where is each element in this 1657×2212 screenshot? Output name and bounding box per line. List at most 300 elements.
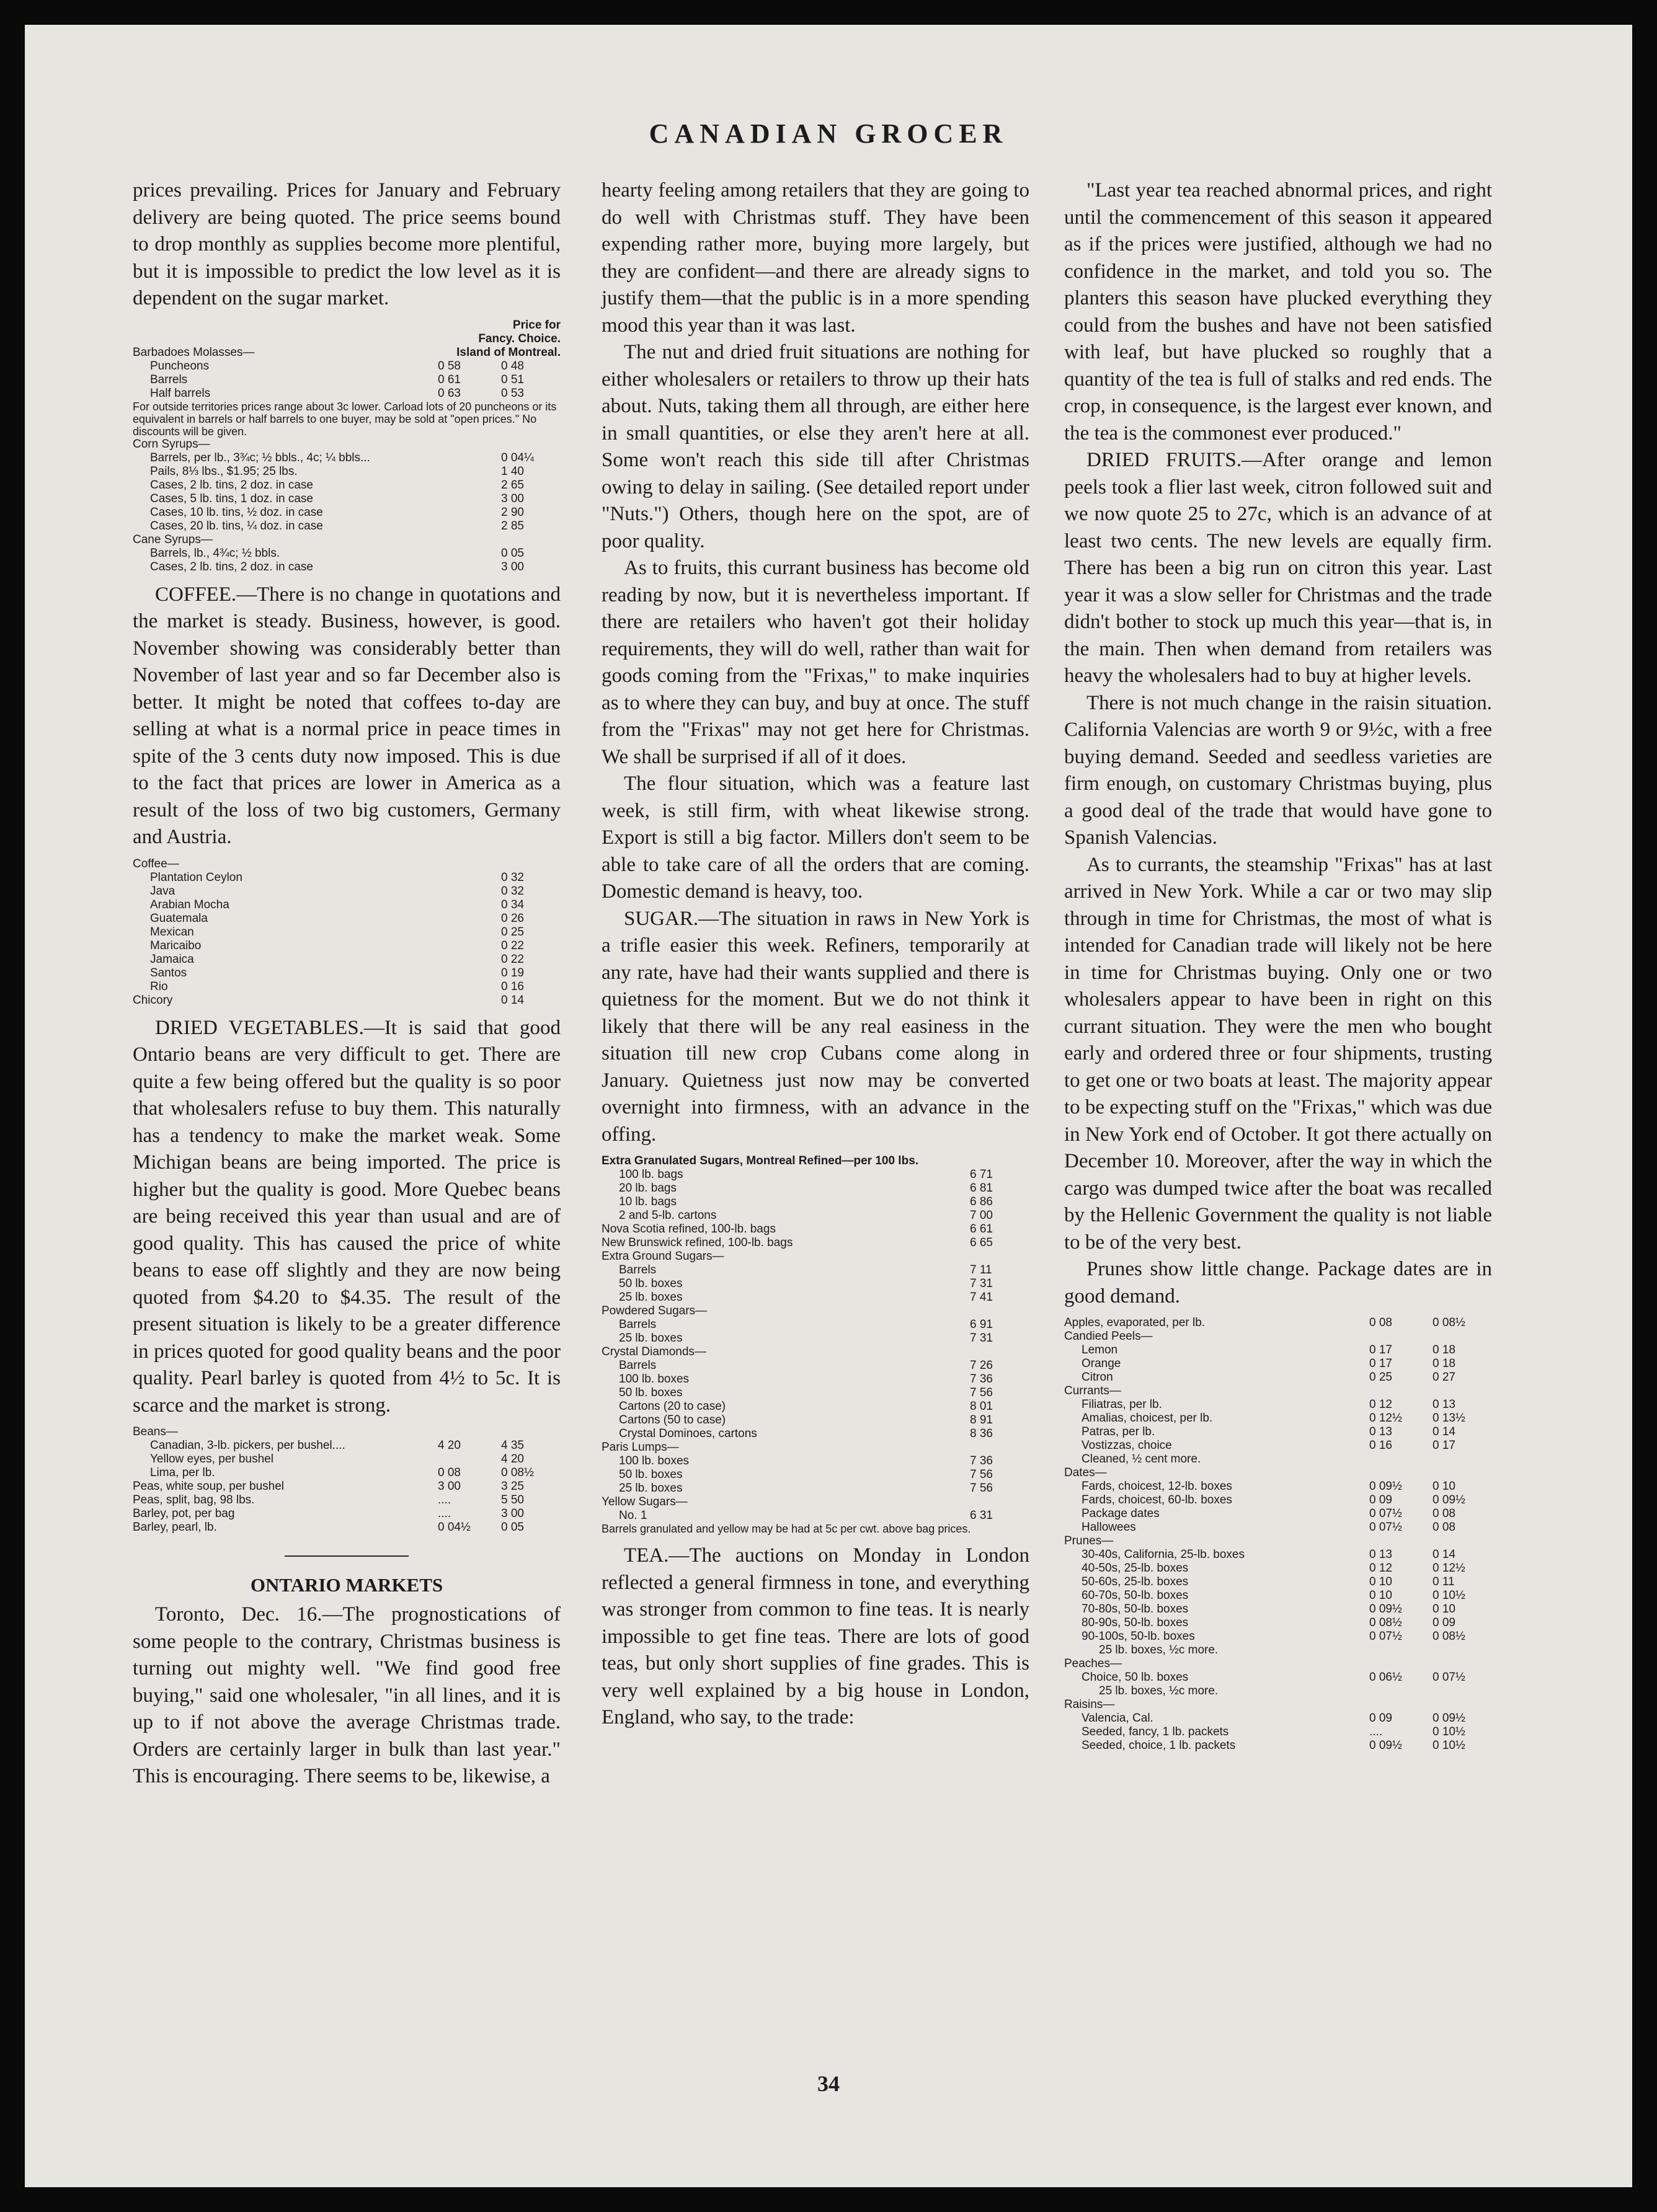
table-row-label: Patras, per lb.	[1082, 1425, 1155, 1438]
paragraph: Prunes show little change. Package dates are in good demand.	[1064, 1258, 1492, 1307]
table-cell: 0 19	[501, 966, 524, 980]
table-row	[602, 1223, 1029, 1236]
table-cell: 0 08½	[1369, 1616, 1402, 1629]
table-cell	[1366, 1384, 1429, 1398]
table-cell: 2 65	[501, 478, 524, 492]
table-row	[602, 1304, 1029, 1318]
table-row-label: 25 lb. boxes	[619, 1332, 683, 1345]
table-cell	[1429, 1534, 1492, 1548]
table-row-label: 40-50s, 25-lb. boxes	[1082, 1562, 1189, 1575]
table-section-title: Barbadoes Molasses—	[133, 345, 255, 359]
table-row	[602, 1263, 1029, 1277]
table-row-label: Java	[150, 884, 175, 898]
table-cell: 4 35	[501, 1439, 524, 1452]
paragraph-tea: TEA.—The auctions on Monday in London reflected a general firmness in tone, and everything was stronger from common to fine teas. It is nearly impossible to get fine teas. There are lots of good teas, but only short supplies of fine grades. This is very well explained by a big house in London, England, who say, to the trade:	[602, 1544, 1029, 1728]
table-row	[1064, 1644, 1492, 1657]
table-cell: 0 13	[1369, 1425, 1392, 1438]
table-row	[133, 492, 561, 506]
table-cell: 6 31	[970, 1509, 993, 1522]
paragraph-coffee: COFFEE.—There is no change in quotations and the market is steady. Business, however, is good. November showing was considerably better than November of last year and so far December also is better. It might be noted that coffees to-day are selling at what is a normal price in peace times in spite of the 3 cents duty now imposed. This is due to the fact that prices are lower in America as a result of the loss of two big customers, Germany and Austria.	[133, 583, 561, 848]
table-cell: 6 61	[970, 1223, 993, 1236]
table-cell	[1429, 1684, 1492, 1698]
table-row	[602, 1345, 1029, 1359]
table-row-label: Santos	[150, 966, 187, 980]
table-row	[602, 1509, 1029, 1523]
table-cell: 0 05	[501, 1521, 524, 1534]
table-cell	[1366, 1534, 1429, 1548]
table-cell	[966, 1345, 1029, 1359]
table-row	[602, 1441, 1029, 1454]
table-cell: 0 22	[501, 952, 524, 966]
table-row-label: Cleaned, ½ cent more.	[1082, 1453, 1201, 1466]
table-cell: 0 10½	[1433, 1725, 1465, 1738]
table-cell	[434, 492, 497, 506]
table-cell: 3 00	[501, 560, 524, 573]
table-row-label: Crystal Diamonds—	[602, 1345, 706, 1358]
table-row	[1064, 1684, 1492, 1698]
table-cell: 0 13½	[1433, 1412, 1465, 1425]
table-row	[1064, 1671, 1492, 1684]
table-row-label: Lima, per lb.	[150, 1466, 215, 1479]
table-cell: 0 61	[438, 373, 461, 386]
table-row	[1064, 1466, 1492, 1480]
table-cell: 0 08	[1369, 1316, 1392, 1329]
table-row	[1064, 1371, 1492, 1384]
table-body	[602, 1168, 1029, 1523]
table-row-label: Currants—	[1064, 1384, 1121, 1397]
table-cell: 0 09	[1433, 1616, 1455, 1629]
table-cell: 0 10½	[1433, 1739, 1465, 1752]
table-row-label: Raisins—	[1064, 1698, 1115, 1711]
table-row	[133, 1453, 561, 1466]
table-cell	[1366, 1330, 1429, 1343]
table-cell: 0 27	[1433, 1371, 1455, 1384]
table-row	[1064, 1493, 1492, 1507]
table-row	[1064, 1739, 1492, 1753]
table-row-label: Peas, white soup, per bushel	[133, 1480, 284, 1493]
table-row-label: Nova Scotia refined, 100-lb. bags	[602, 1223, 776, 1236]
table-row	[133, 547, 561, 560]
table-cell	[434, 560, 497, 574]
table-row	[133, 560, 561, 574]
paragraph-sugar: SUGAR.—The situation in raws in New York is a trifle easier this week. Refiners, temporarily at any rate, have had their wants supplied and there is quietness for the moment. But we do not think it likely that there will be any real easiness in the situation till new crop Cubans come along in January. Quietness just now may be converted overnight into firmness, with an advance in the offing.	[602, 907, 1029, 1146]
table-row-label: Extra Ground Sugars—	[602, 1250, 724, 1263]
paragraph: As to fruits, this currant business has become old reading by now, but it is nevertheless important. If there are retailers who haven't got their holiday requirements, they will do well, rather than wait for goods coming from the "Frixas," to make inquiries as to where they can buy, and buy at once. The stuff from the "Frixas" may not get here for Christmas. We shall be surprised if all of it does.	[602, 557, 1029, 768]
table-section-title: Corn Syrups—	[133, 437, 210, 451]
table-cell	[1366, 1657, 1429, 1671]
table-row-label: Barrels	[619, 1318, 657, 1331]
table-row-label: No. 1	[619, 1509, 647, 1522]
table-cell: 3 00	[501, 492, 524, 505]
table-cell: 0 08½	[1433, 1630, 1465, 1643]
table-row	[1064, 1425, 1492, 1439]
sugar-price-table	[602, 1154, 1029, 1535]
table-body	[133, 451, 561, 533]
table-cell: 0 04½	[438, 1521, 471, 1534]
table-cell: 0 08	[1433, 1521, 1455, 1534]
table-cell: 6 71	[970, 1168, 993, 1181]
table-row	[602, 1413, 1029, 1427]
table-cell	[434, 1453, 497, 1466]
table-cell: 0 26	[501, 911, 524, 925]
table-row-label: Half barrels	[150, 386, 211, 400]
table-row	[133, 926, 561, 939]
table-row-label: 60-70s, 50-lb. boxes	[1082, 1589, 1189, 1602]
table-row-label: 80-90s, 50-lb. boxes	[1082, 1616, 1189, 1629]
table-row-label: 100 lb. bags	[619, 1168, 683, 1181]
table-row-label: Barley, pearl, lb.	[133, 1521, 217, 1534]
table-cell: 0 17	[1369, 1343, 1392, 1356]
table-section-title: Coffee—	[133, 857, 179, 870]
table-cell: 7 11	[970, 1263, 992, 1276]
table-row	[133, 912, 561, 926]
table-cell: 0 12½	[1433, 1562, 1465, 1575]
table-cell: 0 09½	[1369, 1603, 1402, 1616]
table-cell: 3 25	[501, 1480, 524, 1493]
table-cell: 0 17	[1369, 1357, 1392, 1370]
table-cell: 0 09½	[1433, 1493, 1465, 1506]
paragraph-dried-fruits: DRIED FRUITS.—After orange and lemon peels took a flier last week, citron followed suit and we now quote 25 to 27c, which is an advance of at least two cents. The new levels are equally firm. There has been a big run on citron this year. Last year it was a slow seller for Christmas and the trade didn't bother to stock up much this year—that is, in the main. Then when demand from retailers was heavy the wholesalers had to buy at higher levels.	[1064, 449, 1492, 687]
table-cell: 7 31	[970, 1332, 993, 1345]
table-row-label: Cases, 5 lb. tins, 1 doz. in case	[150, 492, 313, 505]
table-cell: 7 26	[970, 1359, 993, 1372]
table-row-label: Orange	[1082, 1357, 1121, 1370]
table-row-label: Hallowees	[1082, 1521, 1136, 1534]
table-row	[602, 1291, 1029, 1304]
table-cell: 7 41	[970, 1291, 993, 1304]
table-row-label: 100 lb. boxes	[619, 1373, 690, 1386]
fruit-price-table	[1064, 1316, 1492, 1753]
table-row-label: 50 lb. boxes	[619, 1277, 683, 1290]
table-cell: ....	[438, 1493, 451, 1506]
table-row-label: Barrels	[150, 373, 188, 386]
table-row	[602, 1250, 1029, 1263]
table-cell: 0 18	[1433, 1357, 1455, 1370]
table-cell: ....	[1369, 1725, 1383, 1738]
table-row	[602, 1168, 1029, 1182]
table-section-title: Cane Syrups—	[133, 533, 213, 546]
table-cell: 0 05	[501, 546, 524, 560]
table-note: For outside territories prices range about 3c lower. Carload lots of 20 puncheons or its equivalent in barrels or half barrels to one buyer, may be sold at "open prices." No discounts will be given.	[133, 400, 557, 438]
table-row-label: Valencia, Cal.	[1082, 1712, 1153, 1725]
table-cell: 0 12½	[1369, 1412, 1402, 1425]
table-row-label: 50-60s, 25-lb. boxes	[1082, 1575, 1189, 1588]
table-row	[602, 1209, 1029, 1223]
table-cell: 6 91	[970, 1318, 993, 1331]
table-row	[133, 373, 561, 387]
table-cell: ....	[438, 1507, 451, 1520]
table-cell: 0 32	[501, 870, 524, 884]
table-cell: 0 07½	[1369, 1521, 1402, 1534]
table-cell: 0 10	[1433, 1603, 1455, 1616]
table-row	[1064, 1603, 1492, 1616]
table-row	[602, 1427, 1029, 1441]
table-row	[133, 980, 561, 994]
table-cell: 0 12	[1369, 1562, 1392, 1575]
table-cell: 4 20	[501, 1453, 524, 1466]
table-cell: 2 90	[501, 505, 524, 519]
table-cell: 3 00	[501, 1507, 524, 1520]
divider	[285, 1555, 409, 1557]
table-row	[1064, 1439, 1492, 1453]
table-cell	[1366, 1644, 1429, 1657]
table-cell: 0 09	[1369, 1712, 1392, 1725]
table-row-label: 20 lb. bags	[619, 1182, 677, 1195]
paragraph: The flour situation, which was a feature last week, is still firm, with wheat likewise strong. Export is still a big factor. Millers don't seem to be able to take care of all the orders that are coming. Domestic demand is heavy, too.	[602, 772, 1029, 903]
table-cell	[1429, 1698, 1492, 1712]
table-row	[133, 1521, 561, 1534]
table-row	[602, 1495, 1029, 1509]
table-row	[1064, 1630, 1492, 1644]
table-cell	[1429, 1330, 1492, 1343]
table-row	[1064, 1575, 1492, 1589]
table-row	[1064, 1412, 1492, 1425]
page-number: 34	[817, 2071, 840, 2096]
table-cell: 0 13	[1369, 1548, 1392, 1561]
table-row	[133, 387, 561, 400]
table-row	[602, 1318, 1029, 1332]
table-row	[133, 871, 561, 885]
table-cell: 8 01	[970, 1400, 993, 1413]
table-row-label: 50 lb. boxes	[619, 1468, 683, 1481]
table-row	[602, 1236, 1029, 1250]
table-cell	[1366, 1684, 1429, 1698]
table-row	[1064, 1398, 1492, 1412]
table-row-label: Choice, 50 lb. boxes	[1082, 1671, 1189, 1684]
paragraph-dried-vegetables: DRIED VEGETABLES.—It is said that good Ontario beans are very difficult to get. There are quite a few being offered but the quality is so poor that wholesalers refuse to buy them. This naturally has a tendency to make the market weak. Some Michigan beans are being imported. The price is higher but the quality is good. More Quebec beans are being received this year than usual and are of good quality. This has caused the price of white beans to ease off slightly and they are now being quoted from $4.20 to $4.35. The result of the present situation is likely to be a greater difference in prices quoted for good quality beans and the poor quality. Pearl barley is quoted from 4½ to 5c. It is scarce and the market is strong.	[133, 1016, 561, 1417]
table-cell	[434, 465, 497, 479]
table-cell: 0 10	[1369, 1589, 1392, 1602]
table-row	[133, 520, 561, 533]
table-row-label: 100 lb. boxes	[619, 1454, 690, 1467]
table-cell: 7 56	[970, 1468, 993, 1481]
table-row-label: 25 lb. boxes, ½c more.	[1099, 1644, 1219, 1657]
table-row-label: Candied Peels—	[1064, 1330, 1153, 1343]
table-row-label: Cases, 20 lb. tins, ¼ doz. in case	[150, 519, 323, 533]
table-row	[133, 506, 561, 520]
table-row-label: Paris Lumps—	[602, 1441, 679, 1454]
table-cell: 0 07½	[1433, 1671, 1465, 1684]
table-row-label: Chicory	[133, 993, 173, 1007]
table-cell: 0 63	[438, 386, 461, 400]
table-row-label: Crystal Dominoes, cartons	[619, 1427, 757, 1440]
table-body	[133, 360, 561, 400]
table-row	[1064, 1384, 1492, 1398]
coffee-price-table	[133, 857, 561, 1007]
table-section-title: Extra Granulated Sugars, Montreal Refined—per 100 lbs.	[602, 1154, 919, 1167]
table-cell: 6 81	[970, 1182, 993, 1195]
table-row-label: New Brunswick refined, 100-lb. bags	[602, 1236, 793, 1249]
table-row-label: Peas, split, bag, 98 lbs.	[133, 1493, 255, 1506]
table-row	[133, 885, 561, 898]
molasses-price-table	[133, 319, 561, 574]
table-cell: 0 09½	[1369, 1480, 1402, 1493]
table-row-label: Rio	[150, 980, 168, 993]
paragraph: hearty feeling among retailers that they are going to do well with Christmas stuff. They have been expending rather more, buying more largely, but they are confident—and there are already signs to justify them—that the public is in a more spending mood this year than it was last.	[602, 179, 1029, 337]
table-row-label: Package dates	[1082, 1507, 1160, 1520]
table-cell: 7 36	[970, 1454, 993, 1467]
section-heading: ONTARIO MARKETS	[250, 1574, 443, 1596]
table-row-label: Lemon	[1082, 1343, 1118, 1356]
paragraph-ontario: Toronto, Dec. 16.—The prognostications of some people to the contrary, Christmas business is turning out mighty well. "We find good free buying," said one wholesaler, "in all lines, and it is up to if not above the average Christmas trade. Orders are certainly larger in bulk than last year." This is encouraging. There seems to be, likewise, a	[133, 1603, 561, 1787]
table-cell	[434, 520, 497, 533]
table-row	[1064, 1521, 1492, 1534]
table-row	[1064, 1453, 1492, 1466]
table-row	[602, 1332, 1029, 1345]
table-cell	[1429, 1644, 1492, 1657]
table-cell: 7 36	[970, 1373, 993, 1386]
table-row	[1064, 1548, 1492, 1562]
table-row-label: Cases, 2 lb. tins, 2 doz. in case	[150, 560, 313, 573]
paragraph: As to currants, the steamship "Frixas" has at last arrived in New York. While a car or two may slip through in time for Christmas, the most of what is intended for Canadian trade will likely not be here in time for Christmas buying. Only one or two wholesalers appear to have been in right on this currant situation. They were the men who bought early and ordered three or four shipments, trusting to get one or two boats at least. The majority appear to be expecting stuff on the "Frixas," which was due in New York end of October. It got there actually on December 10. Moreover, after the way in which the cargo was dumped twice after the boat was recalled by the Hellenic Government the quality is not liable to be of the very best.	[1064, 853, 1492, 1254]
table-cell: 7 00	[970, 1209, 993, 1222]
table-row	[602, 1468, 1029, 1482]
table-cell: 0 08½	[501, 1466, 534, 1479]
table-cell: 0 08½	[1433, 1316, 1465, 1329]
table-row-label: Dates—	[1064, 1466, 1107, 1479]
page-header: CANADIAN GROCER	[649, 118, 1008, 149]
table-row-label: 30-40s, California, 25-lb. boxes	[1082, 1548, 1245, 1561]
table-cell: 0 51	[501, 373, 524, 386]
table-cell: 0 58	[438, 359, 461, 373]
paragraph-quote: "Last year tea reached abnormal prices, and right until the commencement of this season it appeared as if the prices were justified, although we had no confidence in the market, and told you so. The planters this season have plucked everything they could from the bushes and have not been satisfied with leaf, but have plucked so roughly that a quantity of the tea is full of stalks and red ends. The crop, in consequence, is the largest ever known, and the tea is the commonest ever produced."	[1064, 179, 1492, 445]
table-row-label: Apples, evaporated, per lb.	[1064, 1316, 1206, 1329]
table-body	[133, 871, 561, 994]
table-row-label: Barley, pot, per bag	[133, 1507, 235, 1520]
table-cell: 0 17	[1433, 1439, 1455, 1452]
table-row-label: Barrels, per lb., 3¾c; ½ bbls., 4c; ¼ bbls...	[150, 451, 370, 464]
table-row	[1064, 1357, 1492, 1371]
page	[25, 25, 1632, 2187]
table-row	[1064, 1343, 1492, 1357]
table-row-label: Fards, choicest, 60-lb. boxes	[1082, 1493, 1232, 1506]
table-cell: 0 08	[438, 1466, 461, 1479]
table-row	[133, 1466, 561, 1480]
table-cell: 0 14	[1433, 1425, 1455, 1438]
table-cell: 0 12	[1369, 1398, 1392, 1411]
table-cell	[1366, 1466, 1429, 1480]
table-row	[1064, 1657, 1492, 1671]
table-cell: 0 48	[501, 359, 524, 373]
table-row-label: 10 lb. bags	[619, 1195, 677, 1208]
table-row-label: 70-80s, 50-lb. boxes	[1082, 1603, 1189, 1616]
table-cell: 3 00	[438, 1480, 461, 1493]
table-row	[602, 1195, 1029, 1209]
table-cell	[966, 1250, 1029, 1263]
table-cell: 0 53	[501, 386, 524, 400]
table-col-head: Price for	[512, 318, 561, 332]
table-cell: 0 04¼	[501, 451, 534, 464]
table-row	[133, 360, 561, 373]
table-row	[602, 1482, 1029, 1495]
table-row	[1064, 1712, 1492, 1725]
table-col-head: Fancy. Choice.	[478, 332, 561, 345]
table-cell	[1429, 1384, 1492, 1398]
table-cell: 0 06½	[1369, 1671, 1402, 1684]
table-row-label: 25 lb. boxes	[619, 1482, 683, 1495]
table-cell: 0 09½	[1369, 1739, 1402, 1752]
table-row	[602, 1454, 1029, 1468]
table-cell: 0 10	[1369, 1575, 1392, 1588]
table-cell: 8 91	[970, 1413, 993, 1427]
table-cell: 6 86	[970, 1195, 993, 1208]
table-cell	[1366, 1698, 1429, 1712]
table-cell: 0 13	[1433, 1398, 1455, 1411]
table-row-label: Barrels, lb., 4¾c; ½ bbls.	[150, 546, 280, 560]
table-cell: 0 07½	[1369, 1630, 1402, 1643]
table-cell	[966, 1304, 1029, 1318]
table-row-label: Filiatras, per lb.	[1082, 1398, 1162, 1411]
table-row-label: Powdered Sugars—	[602, 1304, 708, 1317]
table-row	[133, 465, 561, 479]
table-cell: 0 14	[501, 993, 524, 1007]
table-row	[602, 1277, 1029, 1291]
table-row-label: Puncheons	[150, 359, 210, 373]
table-row-label: Jamaica	[150, 952, 194, 966]
table-row-label: Canadian, 3-lb. pickers, per bushel....	[150, 1439, 345, 1452]
table-cell	[1429, 1466, 1492, 1480]
table-cell: 0 07½	[1369, 1507, 1402, 1520]
table-row	[602, 1373, 1029, 1386]
table-cell: 0 09½	[1433, 1712, 1465, 1725]
table-cell: 2 85	[501, 519, 524, 533]
table-row-label: Cartons (50 to case)	[619, 1413, 726, 1427]
table-cell: 0 10	[1433, 1480, 1455, 1493]
table-row	[602, 1359, 1029, 1373]
table-row-label: Plantation Ceylon	[150, 870, 242, 884]
table-row	[602, 1400, 1029, 1413]
table-cell	[1429, 1657, 1492, 1671]
table-row	[133, 898, 561, 912]
table-cell	[1429, 1453, 1492, 1466]
table-cell: 0 34	[501, 898, 524, 911]
table-row-label: Barrels	[619, 1359, 657, 1372]
table-row-label: Yellow Sugars—	[602, 1495, 688, 1508]
table-cell: 5 50	[501, 1493, 524, 1506]
table-row	[133, 451, 561, 465]
table-cell: 0 10½	[1433, 1589, 1465, 1602]
table-row	[1064, 1698, 1492, 1712]
table-row-label: Peaches—	[1064, 1657, 1122, 1670]
table-row-label: Cases, 2 lb. tins, 2 doz. in case	[150, 478, 313, 492]
table-cell: 0 16	[1369, 1439, 1392, 1452]
table-cell: 4 20	[438, 1439, 461, 1452]
table-row-label: Cartons (20 to case)	[619, 1400, 726, 1413]
table-row	[1064, 1562, 1492, 1575]
table-cell: 0 08	[1433, 1507, 1455, 1520]
table-cell	[434, 451, 497, 465]
table-cell	[966, 1441, 1029, 1454]
table-row-label: 90-100s, 50-lb. boxes	[1082, 1630, 1195, 1643]
table-row-label: Seeded, fancy, 1 lb. packets	[1082, 1725, 1229, 1738]
table-row	[133, 1480, 561, 1493]
table-section-title: Beans—	[133, 1425, 178, 1438]
table-row	[133, 1507, 561, 1521]
table-cell: 0 25	[1369, 1371, 1392, 1384]
table-cell: 7 31	[970, 1277, 993, 1290]
column-3	[1064, 177, 1492, 1760]
table-row	[602, 1386, 1029, 1400]
table-row-label: Guatemala	[150, 911, 208, 925]
beans-price-table	[133, 1425, 561, 1534]
table-row	[133, 967, 561, 980]
table-row-label: Mexican	[150, 925, 194, 939]
table-cell: 8 36	[970, 1427, 993, 1440]
column-1	[133, 177, 561, 1790]
table-cell: 0 09	[1369, 1493, 1392, 1506]
table-cell: 0 14	[1433, 1548, 1455, 1561]
table-row	[1064, 1534, 1492, 1548]
